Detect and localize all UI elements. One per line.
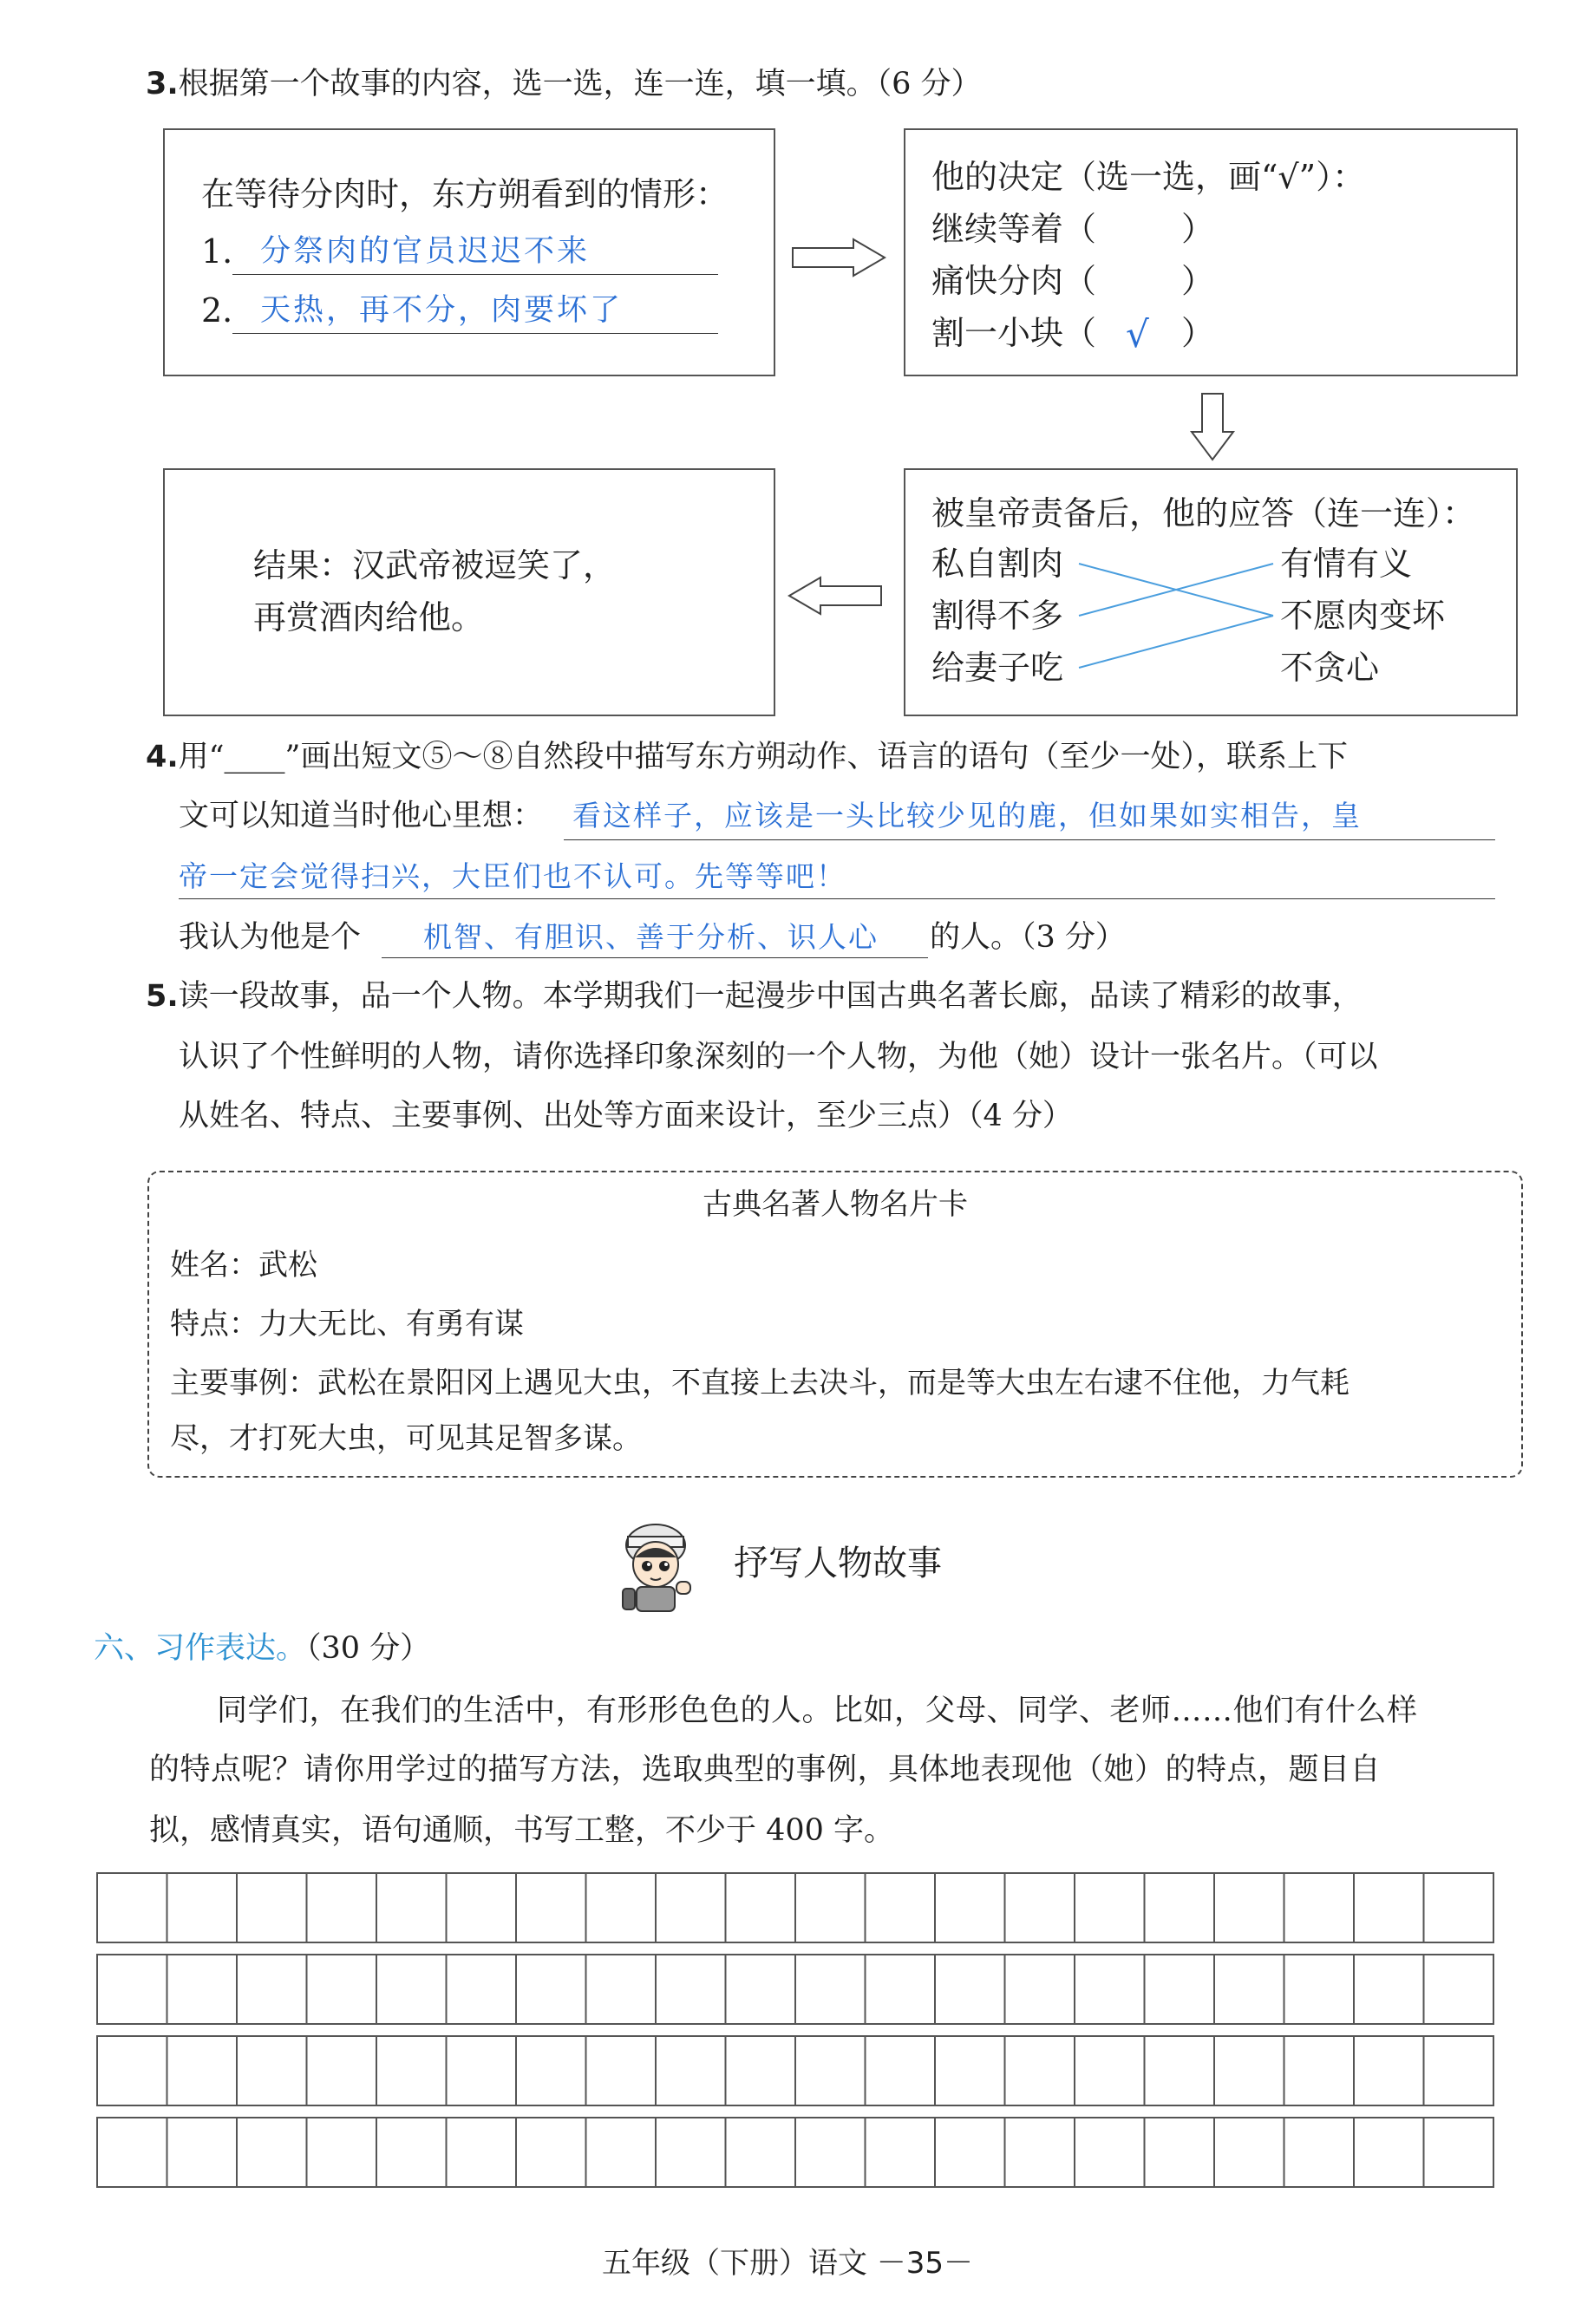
section6-heading bbox=[94, 1629, 430, 1668]
character-card bbox=[147, 1171, 1523, 1478]
card-example-line1: 主要事例：武松在景阳冈上遇见大虫，不直接上去决斗，而是等大虫左右逮不住他，力气耗 bbox=[170, 1366, 1350, 1400]
card-example-line2: 尽，才打死大虫，可见其足智多谋。 bbox=[170, 1421, 642, 1456]
arrow-right-icon bbox=[791, 238, 888, 277]
section6-title: 六、习作表达。 bbox=[94, 1631, 307, 1666]
q4-line3-answer: 机智、有胆识、善于分析、识人心 bbox=[423, 920, 879, 954]
response-left-3: 给妻子吃 bbox=[931, 649, 1064, 687]
situation-item2-answer: 天热，再不分，肉要坏了 bbox=[260, 293, 624, 328]
section6-score: （30 分） bbox=[306, 1631, 431, 1666]
result-line2: 再赏酒肉给他。 bbox=[253, 598, 485, 636]
card-title: 古典名著人物名片卡 bbox=[703, 1187, 968, 1222]
q4-line3-prefix: 我认为他是个 bbox=[179, 920, 362, 955]
q4-line2-prefix: 文可以知道当时他心里想： bbox=[179, 799, 544, 833]
card-trait: 特点：力大无比、有勇有谋 bbox=[170, 1307, 524, 1342]
response-left-2: 割得不多 bbox=[931, 597, 1064, 635]
cartoon-student-icon bbox=[611, 1512, 706, 1615]
situation-item1-num: 1. bbox=[201, 232, 233, 271]
q5-line2: 认识了个性鲜明的人物，请你选择印象深刻的一个人物，为他（她）设计一张名片。（可以 bbox=[179, 1040, 1378, 1074]
q4-answer-line1: 看这样子，应该是一头比较少见的鹿，但如果如实相告，皇 bbox=[572, 799, 1362, 832]
q5-line1: 5.读一段故事，品一个人物。本学期我们一起漫步中国古典名著长廊，品读了精彩的故事， bbox=[146, 979, 1363, 1014]
q5-line3: 从姓名、特点、主要事例、出处等方面来设计，至少三点）（4 分） bbox=[179, 1099, 1073, 1133]
response-right-1: 有情有义 bbox=[1280, 545, 1413, 583]
situation-title: 在等待分肉时，东方朔看到的情形： bbox=[201, 175, 729, 213]
section6-line3: 拟，感情真实，语句通顺，书写工整，不少于 400 字。 bbox=[149, 1813, 895, 1848]
section6-line1: 同学们，在我们的生活中，有形形色色的人。比如，父母、同学、老师……他们有什么样 bbox=[217, 1694, 1418, 1728]
decision-box bbox=[904, 128, 1518, 376]
q3-prompt bbox=[146, 64, 982, 104]
section6-line2: 的特点呢？请你用学过的描写方法，选取典型的事例，具体地表现他（她）的特点，题目自 bbox=[149, 1753, 1382, 1787]
answer-line bbox=[382, 957, 928, 958]
check-mark-icon: √ bbox=[1126, 313, 1149, 356]
result-line1: 结果：汉武帝被逗笑了， bbox=[253, 546, 617, 584]
q3-text: 根据第一个故事的内容，选一选，连一连，填一填。（6 分） bbox=[178, 67, 982, 101]
answer-line bbox=[179, 898, 1495, 899]
arrow-left-icon bbox=[788, 576, 885, 616]
q4-answer-line2: 帝一定会觉得扫兴，大臣们也不认可。先等等吧！ bbox=[179, 859, 846, 893]
response-title: 被皇帝责备后，他的应答（连一连）： bbox=[931, 494, 1476, 532]
decision-option-wait: 继续等着（ ） bbox=[931, 210, 1215, 248]
section-banner-title: 抒写人物故事 bbox=[734, 1544, 942, 1583]
decision-title: 他的决定（选一选，画“√”）： bbox=[931, 158, 1366, 196]
situation-item1-answer: 分祭肉的官员迟迟不来 bbox=[260, 234, 591, 269]
response-right-3: 不贪心 bbox=[1280, 649, 1380, 687]
page-footer: 五年级（下册）语文 －35－ bbox=[601, 2246, 974, 2281]
decision-option-cut: 割一小块（ ） bbox=[931, 314, 1215, 352]
situation-box bbox=[163, 128, 775, 376]
writing-grid[interactable] bbox=[95, 1871, 1502, 2201]
response-left-1: 私自割肉 bbox=[931, 545, 1064, 583]
response-right-2: 不愿肉变坏 bbox=[1280, 597, 1446, 635]
card-name: 姓名：武松 bbox=[170, 1248, 317, 1283]
response-box bbox=[904, 468, 1518, 716]
answer-line bbox=[232, 333, 718, 334]
answer-line bbox=[564, 839, 1495, 840]
answer-line bbox=[232, 274, 718, 275]
q3-label: 3. bbox=[146, 67, 179, 101]
decision-option-share: 痛快分肉（ ） bbox=[931, 262, 1215, 300]
connecting-lines bbox=[905, 470, 1519, 718]
situation-item2-num: 2. bbox=[201, 291, 233, 330]
q4-line1: 4.用“____”画出短文⑤～⑧自然段中描写东方朔动作、语言的语句（至少一处），联系上下 bbox=[146, 740, 1348, 774]
q4-line3-suffix: 的人。（3 分） bbox=[930, 920, 1126, 955]
arrow-down-icon bbox=[1188, 392, 1237, 463]
result-box bbox=[163, 468, 775, 716]
